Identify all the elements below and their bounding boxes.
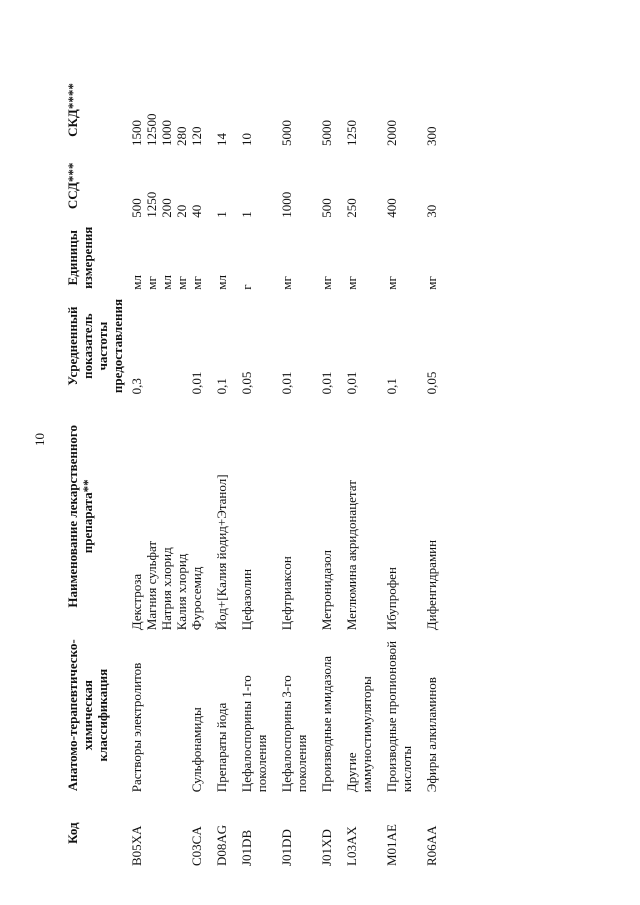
page-number: 10 [32, 433, 47, 446]
table-row [174, 70, 189, 870]
cell-ssd: 30 [424, 204, 439, 218]
table-row [144, 70, 159, 870]
rotated-table-container [65, 70, 625, 870]
cell-frequency: 0,1 [384, 378, 399, 395]
cell-ssd: 1000 [279, 191, 294, 218]
table-body [129, 70, 449, 870]
cell-code [174, 796, 189, 870]
cell-code: J01DD [279, 829, 294, 866]
cell-atc-class [174, 634, 189, 796]
cell-skd: 2000 [384, 120, 399, 146]
cell-code [159, 796, 174, 870]
cell-units: мг [144, 276, 159, 290]
cell-atc-class [159, 634, 174, 796]
header-units: Единицы измерения [65, 226, 95, 289]
cell-atc-class: Цефалоспорины 3-го поколения [279, 675, 309, 793]
cell-frequency: 0,1 [214, 378, 229, 395]
cell-ssd: 400 [384, 198, 399, 218]
cell-atc-class: Препараты йода [214, 702, 229, 793]
cell-units: мг [174, 276, 189, 290]
table-header-row [65, 70, 129, 870]
drug-table [65, 70, 449, 870]
cell-skd: 5000 [319, 120, 334, 146]
table-row [424, 70, 449, 870]
cell-skd: 5000 [279, 120, 294, 146]
cell-ssd: 1250 [144, 191, 159, 218]
cell-drug-name: Меглюмина акридонацетат [344, 480, 359, 631]
cell-skd: 1250 [344, 120, 359, 146]
cell-code: J01DB [239, 829, 254, 866]
table-row [384, 70, 424, 870]
cell-drug-name: Натрия хлорид [159, 547, 174, 631]
cell-ssd: 1 [239, 211, 254, 218]
cell-atc-class: Производные имидазола [319, 656, 334, 793]
cell-frequency: 0,05 [424, 371, 439, 395]
cell-code: D08AG [214, 824, 229, 866]
cell-drug-name: Калия хлорид [174, 553, 189, 631]
cell-skd: 120 [189, 126, 204, 146]
cell-ssd: 1 [214, 211, 229, 218]
table-row [189, 70, 214, 870]
cell-code: B05XA [129, 825, 144, 866]
cell-units: мл [129, 274, 144, 290]
cell-drug-name: Дифенгидрамин [424, 539, 439, 631]
cell-drug-name: Цефазолин [239, 568, 254, 631]
cell-units: г [239, 284, 254, 290]
cell-ssd: 200 [159, 198, 174, 218]
cell-drug-name: Декстроза [129, 573, 144, 631]
cell-drug-name: Метронидазол [319, 550, 334, 631]
cell-atc-class: Эфиры алкиламинов [424, 677, 439, 793]
cell-frequency [159, 294, 174, 399]
cell-code: M01AE [384, 824, 399, 866]
cell-skd: 12500 [144, 113, 159, 146]
cell-units: мл [159, 274, 174, 290]
cell-frequency: 0,05 [239, 371, 254, 395]
header-frequency: Усредненный показатель частоты предоставления [65, 298, 125, 394]
cell-units: мг [319, 276, 334, 290]
cell-frequency: 0,01 [279, 371, 294, 395]
cell-atc-class: Другие иммуностимуляторы [344, 676, 374, 793]
cell-skd: 14 [214, 133, 229, 146]
table-row [159, 70, 174, 870]
cell-code: C03CA [189, 826, 204, 866]
header-drug-name: Наименование лекарственного препарата** [65, 425, 95, 608]
cell-code: L03AX [344, 826, 359, 866]
cell-units: мг [189, 276, 204, 290]
cell-drug-name: Йод+[Калия йодид+Этанол] [214, 474, 229, 631]
header-code: Код [65, 822, 80, 844]
cell-frequency [144, 294, 159, 399]
cell-drug-name: Магния сульфат [144, 540, 159, 631]
cell-frequency: 0,01 [344, 371, 359, 395]
table-row [279, 70, 319, 870]
cell-ssd: 40 [189, 204, 204, 218]
cell-units: мл [214, 274, 229, 290]
cell-drug-name: Ибупрофен [384, 567, 399, 631]
cell-ssd: 500 [319, 198, 334, 218]
cell-units: мг [344, 276, 359, 290]
cell-ssd: 20 [174, 204, 189, 218]
cell-units: мг [279, 276, 294, 290]
cell-skd: 280 [174, 126, 189, 146]
cell-units: мг [424, 276, 439, 290]
cell-atc-class: Сульфонамиды [189, 707, 204, 793]
cell-drug-name: Фуросемид [189, 566, 204, 631]
cell-frequency [174, 294, 189, 399]
cell-code: J01XD [319, 829, 334, 866]
cell-frequency: 0,01 [189, 371, 204, 395]
table-row [239, 70, 279, 870]
cell-frequency: 0,3 [129, 378, 144, 395]
cell-atc-class: Производные пропионовой кислоты [384, 640, 414, 793]
cell-drug-name: Цефтриаксон [279, 556, 294, 631]
table-row [344, 70, 384, 870]
cell-skd: 1500 [129, 120, 144, 146]
cell-ssd: 500 [129, 198, 144, 218]
header-atc-class: Анатомо-терапевтическо-химическая классификация [65, 639, 110, 792]
cell-skd: 1000 [159, 120, 174, 146]
cell-code [144, 796, 159, 870]
cell-frequency: 0,01 [319, 371, 334, 395]
cell-atc-class: Растворы электролитов [129, 662, 144, 793]
cell-ssd: 250 [344, 198, 359, 218]
header-skd: СКД**** [65, 83, 80, 137]
table-row [129, 70, 144, 870]
table-row [214, 70, 239, 870]
cell-code: R06AA [424, 825, 439, 866]
cell-units: мг [384, 276, 399, 290]
cell-skd: 10 [239, 133, 254, 146]
header-ssd: ССД*** [65, 162, 80, 210]
cell-atc-class [144, 634, 159, 796]
cell-atc-class: Цефалоспорины 1-го поколения [239, 675, 269, 793]
table-row [319, 70, 344, 870]
cell-skd: 300 [424, 126, 439, 146]
